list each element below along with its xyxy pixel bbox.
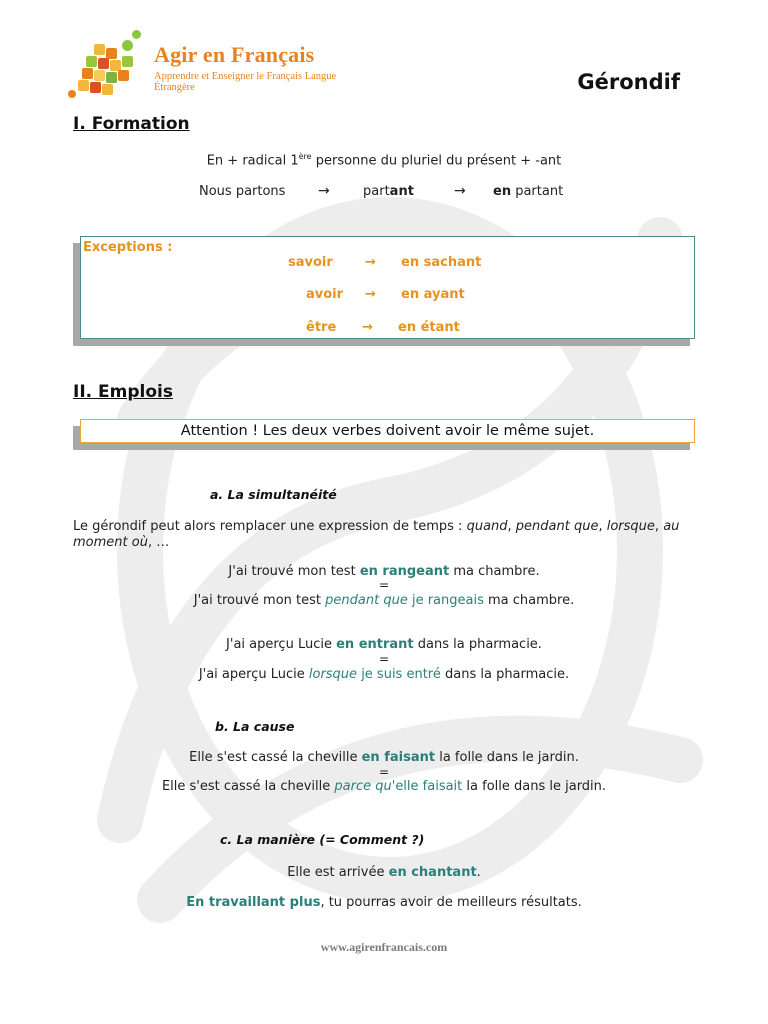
formation-rule	[0, 152, 768, 168]
equals-sign: =	[378, 652, 390, 666]
logo-tile	[82, 68, 93, 79]
exception-verb: avoir	[306, 287, 344, 302]
example-line	[0, 593, 768, 608]
subsection-title-maniere: c. La manière (= Comment ?)	[220, 832, 425, 847]
formation-example-c	[493, 184, 563, 199]
conjunction-highlight: parce qu'	[334, 779, 396, 794]
example-text: , tu pourras avoir de meilleurs résultats.	[320, 895, 582, 910]
logo-dot	[68, 90, 76, 98]
exceptions-label: Exceptions :	[83, 240, 173, 255]
arrow-icon: →	[362, 320, 373, 335]
arrow-icon: →	[365, 287, 376, 302]
example-text: part	[363, 184, 390, 199]
intro-keyword: pendant que	[515, 519, 599, 534]
arrow-icon: →	[454, 183, 466, 199]
simultaneite-intro	[73, 519, 693, 551]
logo-tile	[122, 56, 133, 67]
formation-example-b	[363, 184, 414, 199]
exception-verb: être	[306, 320, 337, 335]
example-line	[0, 779, 768, 794]
exception-result: en étant	[398, 320, 460, 335]
example-text: ma chambre.	[483, 593, 575, 608]
intro-keyword: au moment où	[73, 519, 680, 550]
gerondif-highlight: en chantant	[388, 865, 477, 880]
example-line	[0, 750, 768, 765]
logo-title: Agir en Français	[154, 42, 315, 67]
example-line	[0, 564, 768, 579]
intro-keyword: quand	[466, 519, 508, 534]
logo-dot	[132, 30, 141, 39]
equals-sign: =	[378, 578, 390, 592]
logo-dot	[122, 40, 133, 51]
logo-tile	[86, 56, 97, 67]
example-text: J'ai aperçu Lucie	[226, 637, 337, 652]
example-ending: ant	[389, 184, 414, 199]
clause-highlight: je suis entré	[357, 667, 441, 682]
conjunction-highlight: lorsque	[308, 667, 358, 682]
arrow-icon: →	[365, 255, 376, 270]
example-text: J'ai trouvé mon test	[193, 593, 326, 608]
intro-separator: ,	[654, 519, 664, 534]
logo-tile	[98, 58, 109, 69]
subsection-title-simultaneite: a. La simultanéité	[210, 487, 337, 502]
logo-subtitle: Apprendre et Enseigner le Français Langue Étrangère	[154, 71, 337, 93]
gerondif-highlight: En travaillant plus	[186, 895, 321, 910]
example-line	[0, 637, 768, 652]
site-logo	[64, 28, 364, 104]
formation-example-a: Nous partons	[199, 184, 286, 199]
clause-highlight: je rangeais	[407, 593, 484, 608]
footer-url: www.agirenfrancais.com	[320, 940, 448, 954]
example-text: dans la pharmacie.	[440, 667, 570, 682]
intro-keyword: lorsque	[606, 519, 655, 534]
document-title: Gérondif	[577, 70, 680, 94]
example-text: J'ai trouvé mon test	[228, 564, 360, 579]
equals-sign: =	[378, 765, 390, 779]
logo-tile	[118, 70, 129, 81]
example-text: partant	[511, 184, 564, 199]
exception-verb: savoir	[288, 255, 333, 270]
logo-tile	[102, 84, 113, 95]
example-text: dans la pharmacie.	[413, 637, 542, 652]
section-heading-emplois: II. Emplois	[73, 382, 173, 402]
gerondif-highlight: en entrant	[336, 637, 414, 652]
intro-text: , …	[147, 535, 170, 550]
exception-result: en ayant	[401, 287, 465, 302]
attention-box: Attention ! Les deux verbes doivent avoir le même sujet.	[80, 419, 695, 443]
rule-superscript: ère	[298, 152, 312, 161]
logo-tile	[106, 72, 117, 83]
example-text: Elle est arrivée	[287, 865, 389, 880]
logo-tile	[90, 82, 101, 93]
arrow-icon: →	[318, 183, 330, 199]
rule-text: En + radical 1	[206, 153, 299, 169]
logo-tile	[94, 44, 105, 55]
example-text: la folle dans le jardin.	[462, 779, 607, 794]
intro-separator: ,	[598, 519, 607, 534]
example-line	[0, 895, 768, 910]
subsection-title-cause: b. La cause	[215, 719, 295, 734]
example-en: en	[493, 184, 512, 199]
gerondif-highlight: en rangeant	[359, 564, 450, 579]
rule-text: personne du pluriel du présent + -ant	[311, 153, 562, 169]
intro-separator: ,	[507, 519, 516, 534]
example-text: ma chambre.	[449, 564, 540, 579]
example-text: la folle dans le jardin.	[435, 750, 579, 765]
gerondif-highlight: en faisant	[361, 750, 436, 765]
example-text: Elle s'est cassé la cheville	[161, 779, 335, 794]
example-text: J'ai aperçu Lucie	[198, 667, 309, 682]
example-line	[0, 667, 768, 682]
example-text: .	[476, 865, 481, 880]
clause-highlight: elle faisait	[395, 779, 463, 794]
logo-tile	[78, 80, 89, 91]
example-line	[0, 865, 768, 880]
intro-text: Le gérondif peut alors remplacer une expression de temps :	[73, 519, 467, 534]
conjunction-highlight: pendant que	[325, 593, 408, 608]
logo-tile	[94, 70, 105, 81]
section-heading-formation: I. Formation	[73, 114, 190, 134]
exception-result: en sachant	[401, 255, 482, 270]
example-text: Elle s'est cassé la cheville	[189, 750, 362, 765]
